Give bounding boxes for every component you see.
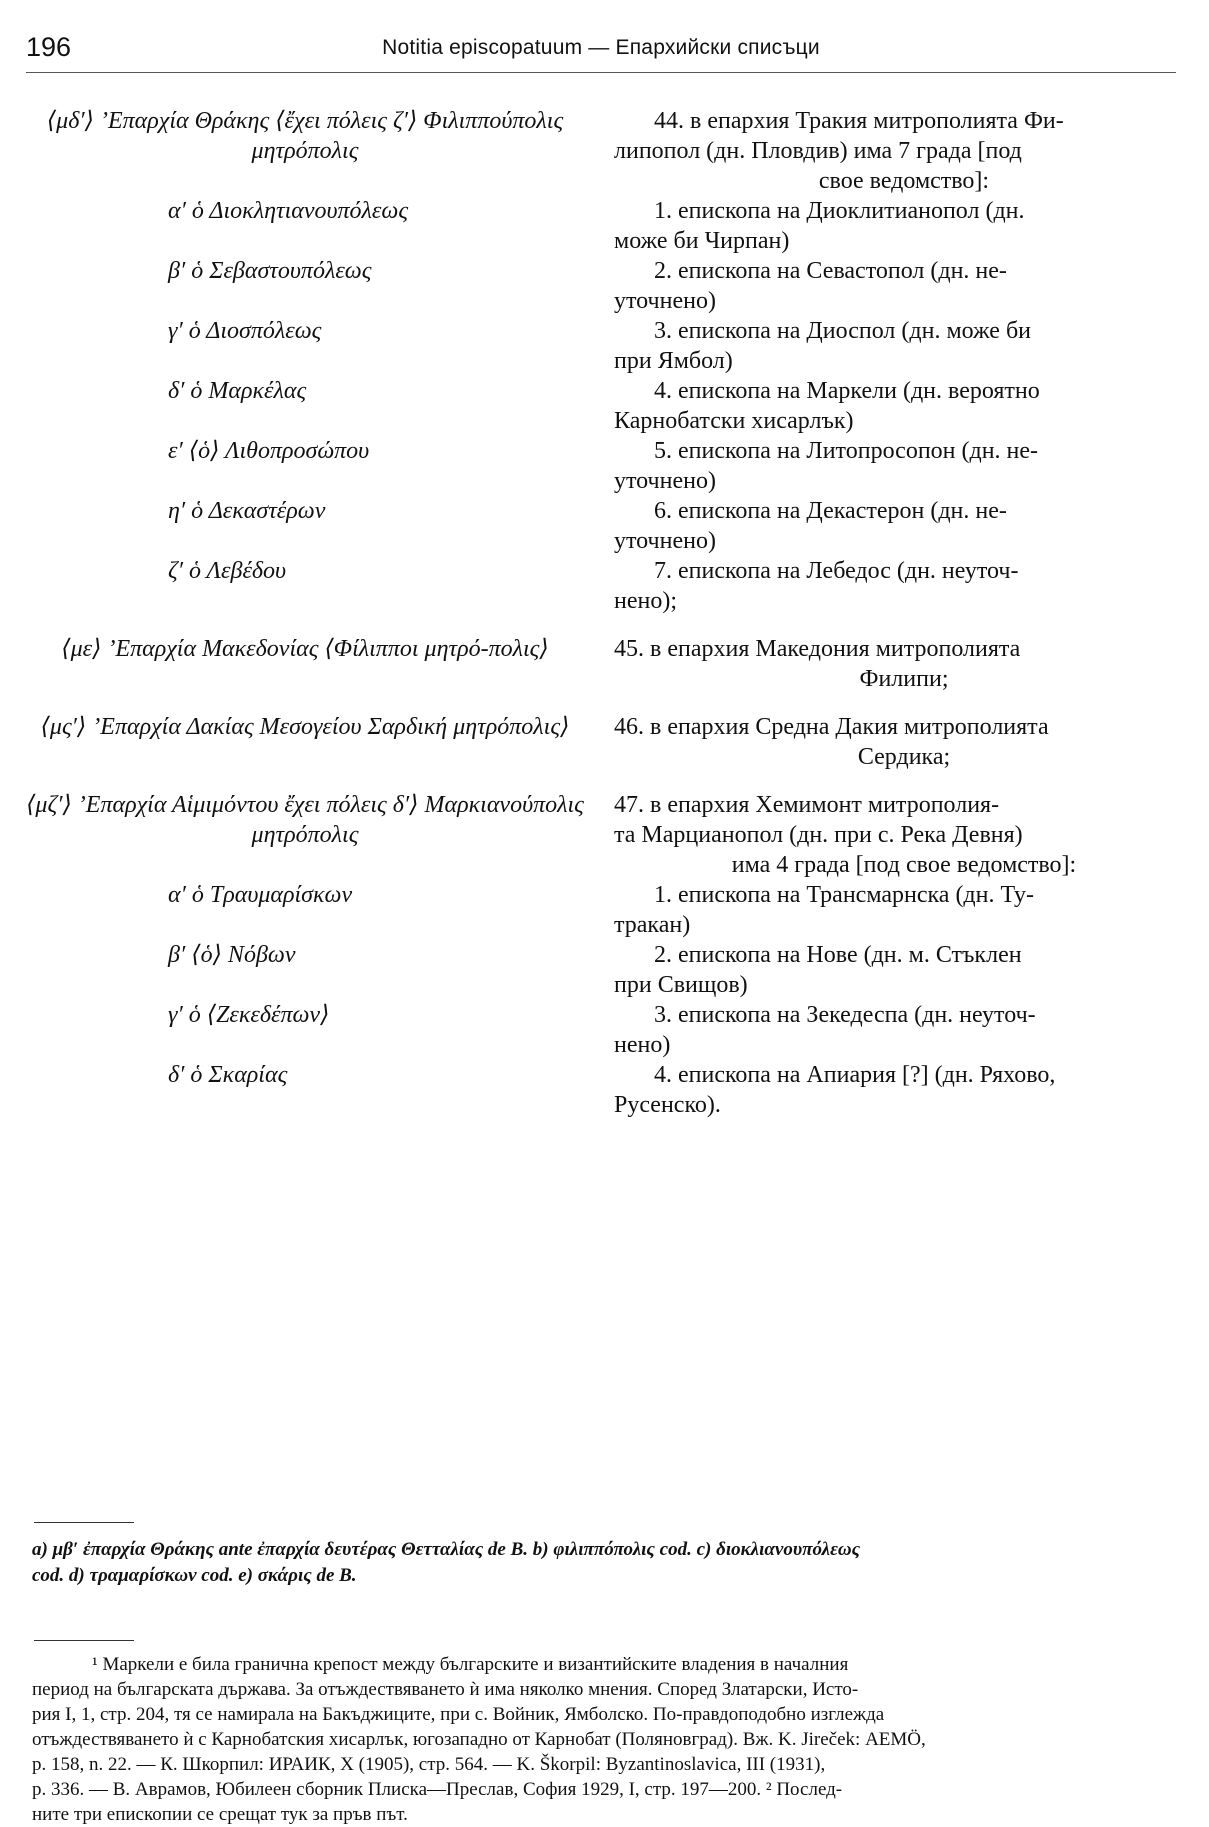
text-line: свое ведомство]: [818,168,990,194]
greek-heading: ⟨μς′⟩ ʼΕπαρχία Δακίας Μεσογείου Σαρδική μητρόπολις⟩ [40,714,570,740]
greek-see: δ′ ὁ Σκαρίας [168,1062,288,1088]
greek-see: η′ ὁ Δεκαστέρων [168,498,326,524]
apparatus-line: cod. d) τραμαρίσκων cod. e) σκάρις de B. [32,1565,357,1586]
text-line: Карнобатски хисарлък) [614,408,854,434]
page-number: 196 [26,32,72,62]
text-line: нено) [614,1032,671,1058]
greek-see: β′ ὁ Σεβαστουπόλεως [168,258,372,284]
text-line: 47. в епархия Хемимонт митрополия- [614,792,1000,818]
greek-see: ε′ ⟨ὁ⟩ Λιθοπροσώπου [168,438,370,464]
bulgarian-text [614,106,1194,196]
bulgarian-text [614,256,1194,316]
greek-see: α′ ὁ Διοκλητιανουπόλεως [168,198,409,224]
header-rule [26,72,1176,73]
text-line: 46. в епархия Средна Дакия митрополията [614,714,1049,740]
greek-see: β′ ⟨ὁ⟩ Νόβων [168,942,296,968]
bulgarian-text [614,1000,1194,1060]
text-line: 4. епископа на Апиария [?] (дн. Ряхово, [654,1062,1056,1088]
text-line: 3. епископа на Зекедеспа (дн. неуточ- [654,1002,1036,1028]
greek-see: γ′ ὁ ⟨Ζεκεδέπων⟩ [168,1002,330,1028]
bulgarian-text [614,880,1194,940]
bulgarian-text [614,496,1194,556]
text-line: при Ямбол) [614,348,733,374]
text-line: тракан) [614,912,691,938]
footnote-line: ните три епископии се срещат тук за пръв път. [32,1804,408,1825]
apparatus-rule [34,1522,134,1523]
footnote-line: p. 336. — В. Аврамов, Юбилеен сборник Плиска—Преслав, София 1929, I, стр. 197—200. ² Послед- [32,1779,843,1800]
footnote-line: период на българската държава. За отъждествяването ѝ има няколко мнения. Според Златарски, Исто- [32,1679,859,1700]
bulgarian-text [614,1060,1194,1120]
footnote-rule [34,1640,134,1641]
bulgarian-text [614,634,1194,694]
bulgarian-text [614,790,1194,880]
text-line: уточнено) [614,288,716,314]
text-line: уточнено) [614,528,716,554]
greek-see: γ′ ὁ Διοσπόλεως [168,318,322,344]
text-line: може би Чирпан) [614,228,790,254]
critical-apparatus [32,1537,1172,1589]
text-line: липопол (дн. Пловдив) има 7 града [под [614,138,1022,164]
text-line: при Свищов) [614,972,748,998]
greek-heading: ⟨μζ′⟩ ʼΕπαρχία Αἱμιμόντου ἔχει πόλεις δ′⟩ Μαρκιανούπολις μητρόπολις [26,792,584,848]
apparatus-line: a) μβ′ ἐπαρχία Θράκης ante ἐπαρχία δευτέρας Θετταλίας de B. b) φιλιππόπολις cod. c) διοκλιανουπόλεως [32,1539,861,1560]
footnotes [32,1652,1172,1827]
greek-see: δ′ ὁ Μαρκέλας [168,378,307,404]
text-line: 4. епископа на Маркели (дн. вероятно [654,378,1040,404]
bulgarian-text [614,940,1194,1000]
text-line: 44. в епархия Тракия митрополията Фи- [654,108,1064,134]
footnote-line: рия I, 1, стр. 204, тя се намирала на Бакъджиците, при с. Войник, Ямболско. По-правдоподобно изглежда [32,1704,885,1725]
text-line: 1. епископа на Диоклитианопол (дн. [654,198,1025,224]
text-line: 7. епископа на Лебедос (дн. неуточ- [654,558,1019,584]
text-line: Русенско). [614,1092,721,1118]
bulgarian-text [614,376,1194,436]
text-line: има 4 града [под свое ведомство]: [731,852,1077,878]
text-line: 3. епископа на Диоспол (дн. може би [654,318,1032,344]
text-line: нено); [614,588,677,614]
bulgarian-text [614,712,1194,772]
greek-heading: ⟨μδ′⟩ ʼΕπαρχία Θράκης ⟨ἔχει πόλεις ζ′⟩ Φιλιππούπολις μητρόπολις [46,108,564,164]
bulgarian-text [614,196,1194,256]
text-line: 1. епископа на Трансмарнска (дн. Ту- [654,882,1034,908]
greek-heading: ⟨με⟩ ʼΕπαρχία Μακεδονίας ⟨Φίλιπποι μητρό-πολις⟩ [61,636,549,662]
bulgarian-text [614,436,1194,496]
greek-see: α′ ὁ Τραυμαρίσκων [168,882,353,908]
text-line: Филипи; [859,666,949,692]
page-header [26,32,1176,68]
text-line: та Марцианопол (дн. при с. Река Девня) [614,822,1023,848]
bulgarian-text [614,316,1194,376]
text-line: Сердика; [857,744,951,770]
text-line: 2. епископа на Нове (дн. м. Стъклен [654,942,1022,968]
bulgarian-text [614,556,1194,616]
text-line: 45. в епархия Македония митрополията [614,636,1021,662]
text-line: 6. епископа на Декастерон (дн. не- [654,498,1007,524]
text-line: 5. епископа на Литопросопон (дн. не- [654,438,1039,464]
footnote-line: p. 158, n. 22. — К. Шкорпил: ИРАИК, X (1905), стр. 564. — K. Škorpil: Byzantinoslavica, III (1931), [32,1754,826,1775]
running-title: Notitia episcopatuum — Епархийски списъци [382,36,820,59]
greek-see: ζ′ ὁ Λεβέδου [168,558,287,584]
text-line: уточнено) [614,468,716,494]
footnote-line: отъждествяването ѝ с Карнобатския хисарлък, югозападно от Карнобат (Поляновград). Вж. K. Jireček: АЕМÖ, [32,1729,926,1750]
text-line: 2. епископа на Севастопол (дн. не- [654,258,1007,284]
footnote-line: ¹ Маркели е била гранична крепост между българските и византийските владения в началния [92,1654,849,1675]
